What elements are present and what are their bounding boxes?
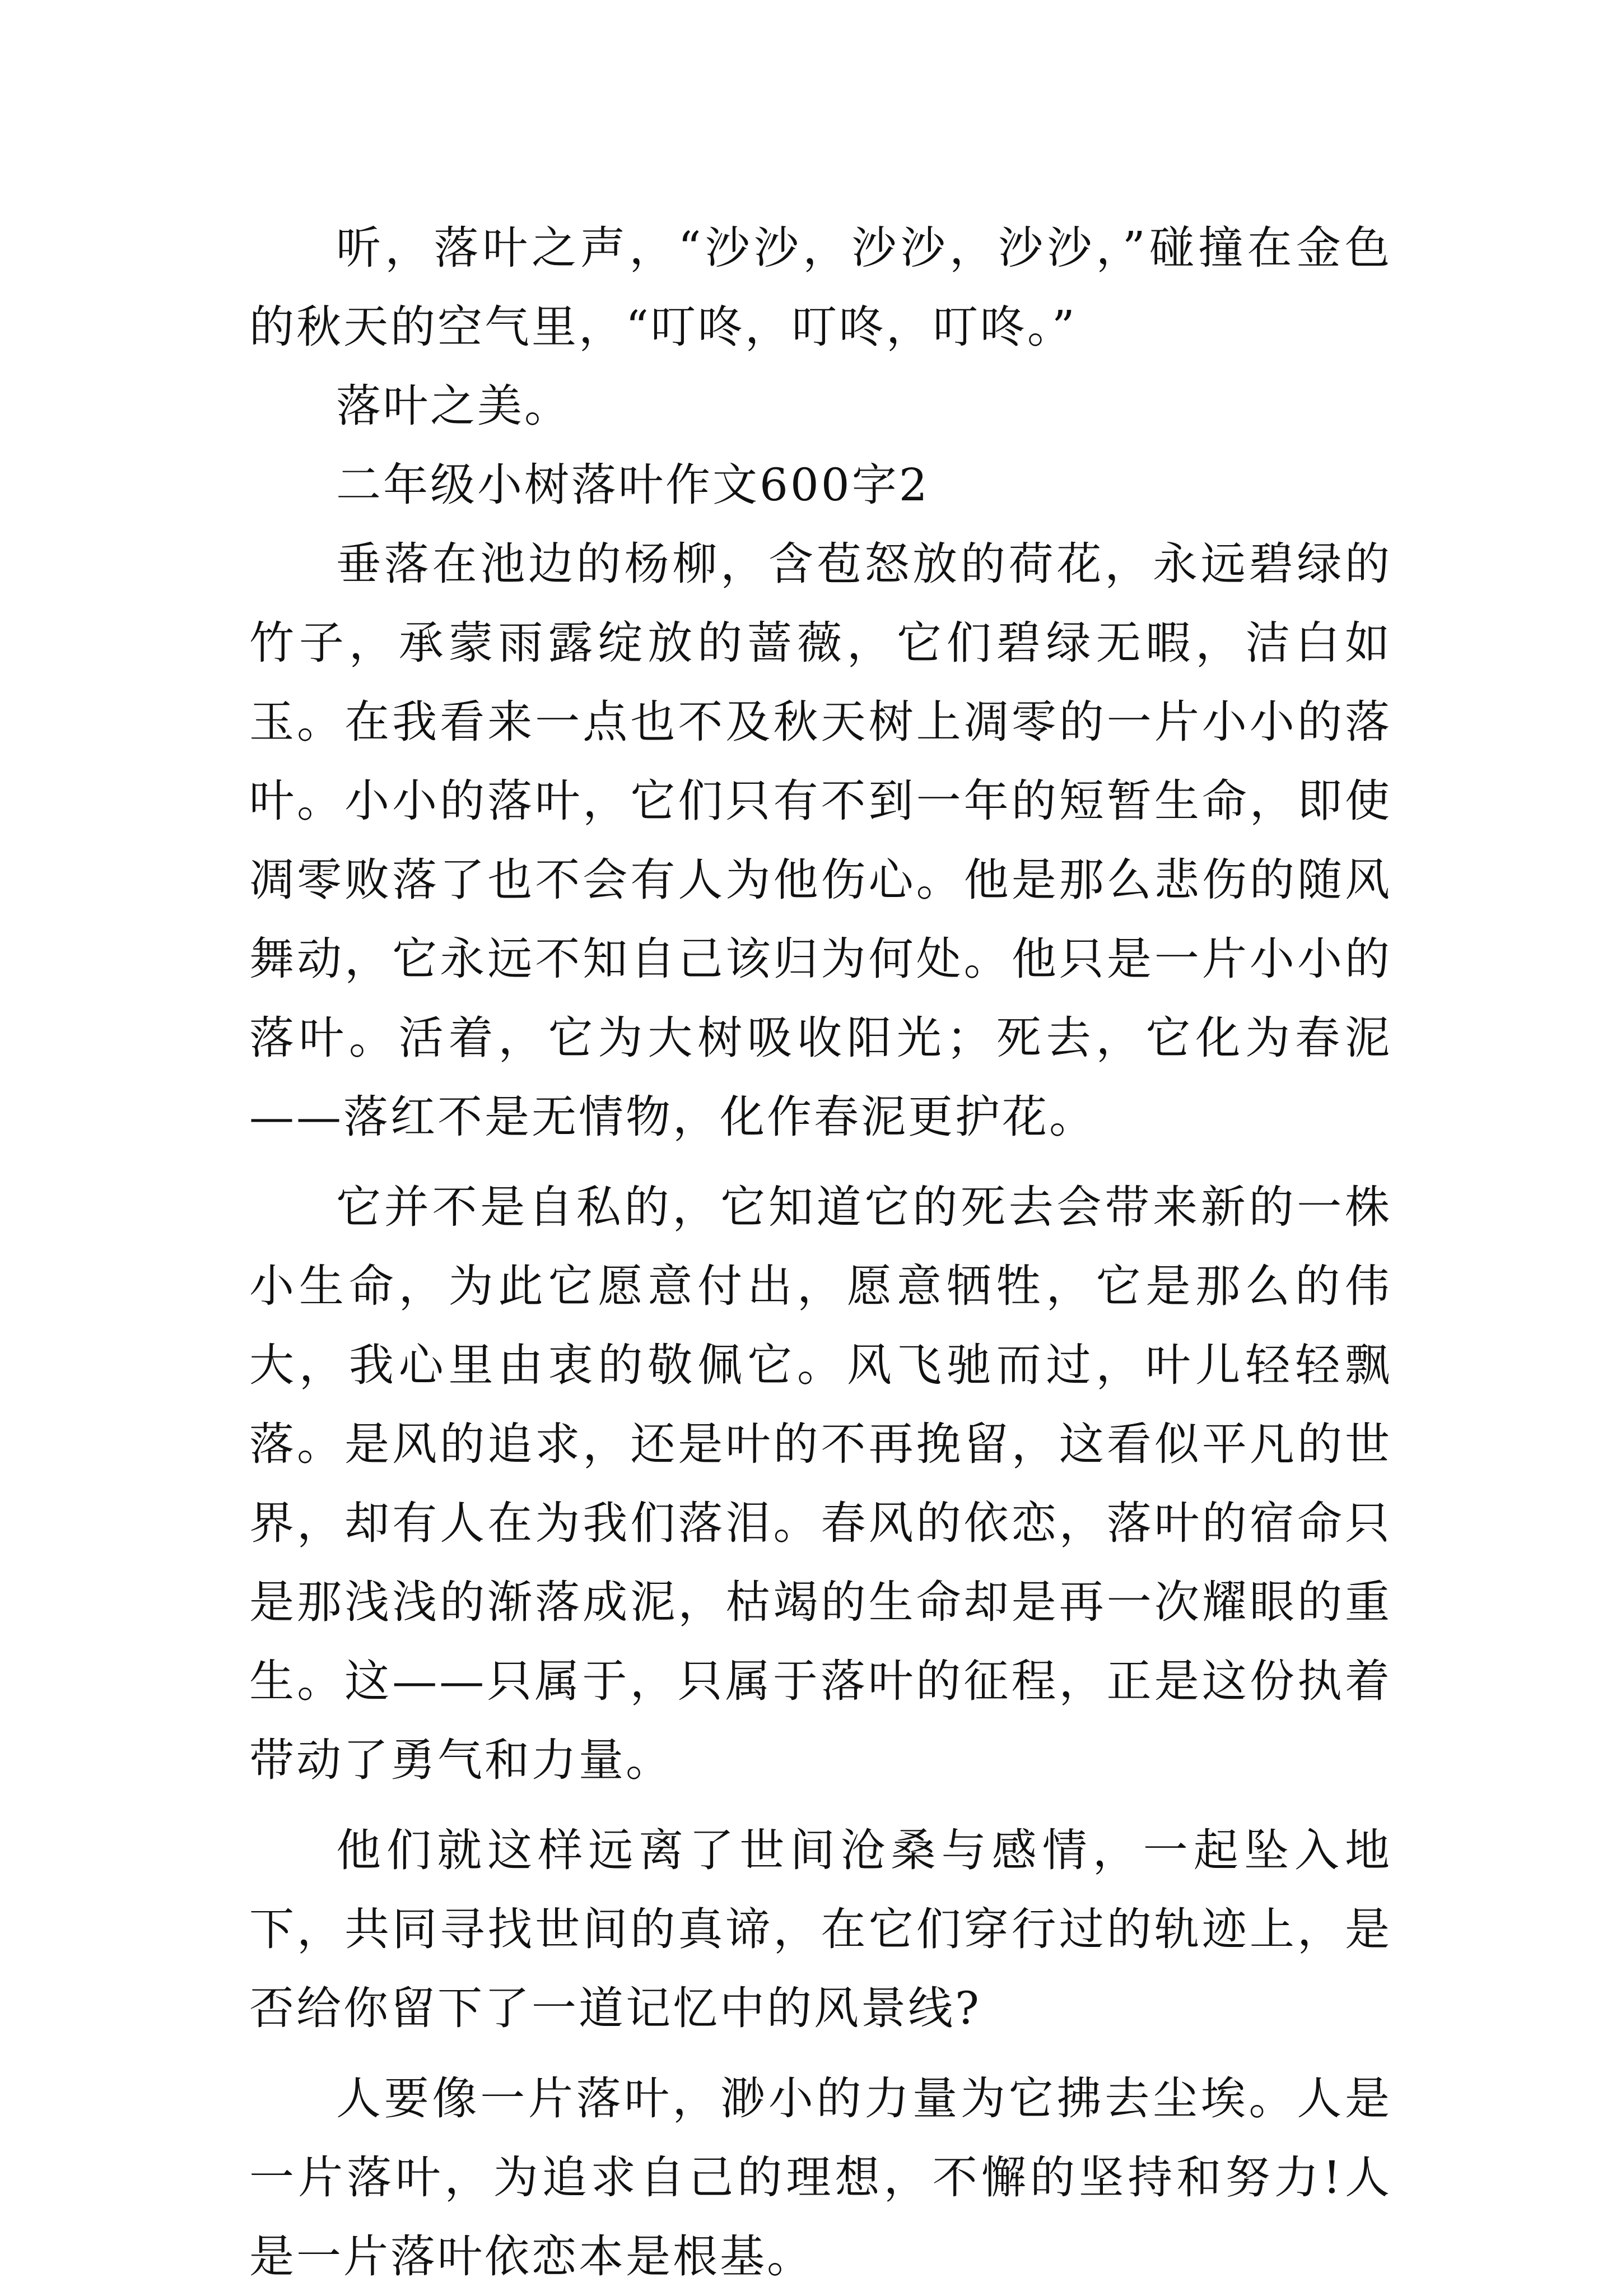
essay-heading: 二年级小树落叶作文600字2 [336,459,930,511]
paragraph-far-from-world: 他们就这样远离了世间沧桑与感情，一起坠入地下，共同寻找世间的真谛，在它们穿行过的轨迹上，是否给你留下了一道记忆中的风景线? [249,1824,1392,2034]
paragraph-be-like-leaf: 人要像一片落叶，渺小的力量为它拂去尘埃。人是一片落叶，为追求自己的理想，不懈的坚持和努力!人是一片落叶依恋本是根基。 [249,2072,1392,2283]
paragraph-not-selfish: 它并不是自私的，它知道它的死去会带来新的一株小生命，为此它愿意付出，愿意牺牲，它是那么的伟大，我心里由衷的敬佩它。风飞驰而过，叶儿轻轻飘落。是风的追求，还是叶的不再挽留，这看似平凡的世界，却有人在为我们落泪。春风的依恋，落叶的宿命只是那浅浅的渐落成泥，枯竭的生命却是再一次耀眼的重生。这——只属于，只属于落叶的征程，正是这份执着带动了勇气和力量。 [249,1181,1392,1786]
paragraph-falling-leaves-sound: 听，落叶之声，“沙沙，沙沙，沙沙，”碰撞在金色的秋天的空气里，“叮咚，叮咚，叮咚。” [249,222,1392,353]
document-body [249,208,1392,2296]
paragraph-willow-lotus: 垂落在池边的杨柳，含苞怒放的荷花，永远碧绿的竹子，承蒙雨露绽放的蔷薇，它们碧绿无暇，洁白如玉。在我看来一点也不及秋天树上凋零的一片小小的落叶。小小的落叶，它们只有不到一年的短暂生命，即使凋零败落了也不会有人为他伤心。他是那么悲伤的随风舞动，它永远不知自己该归为何处。他只是一片小小的落叶。活着，它为大树吸收阳光；死去，它化为春泥——落红不是无情物，化作春泥更护花。 [249,538,1392,1143]
paragraph-falling-leaves-beauty: 落叶之美。 [336,380,571,432]
